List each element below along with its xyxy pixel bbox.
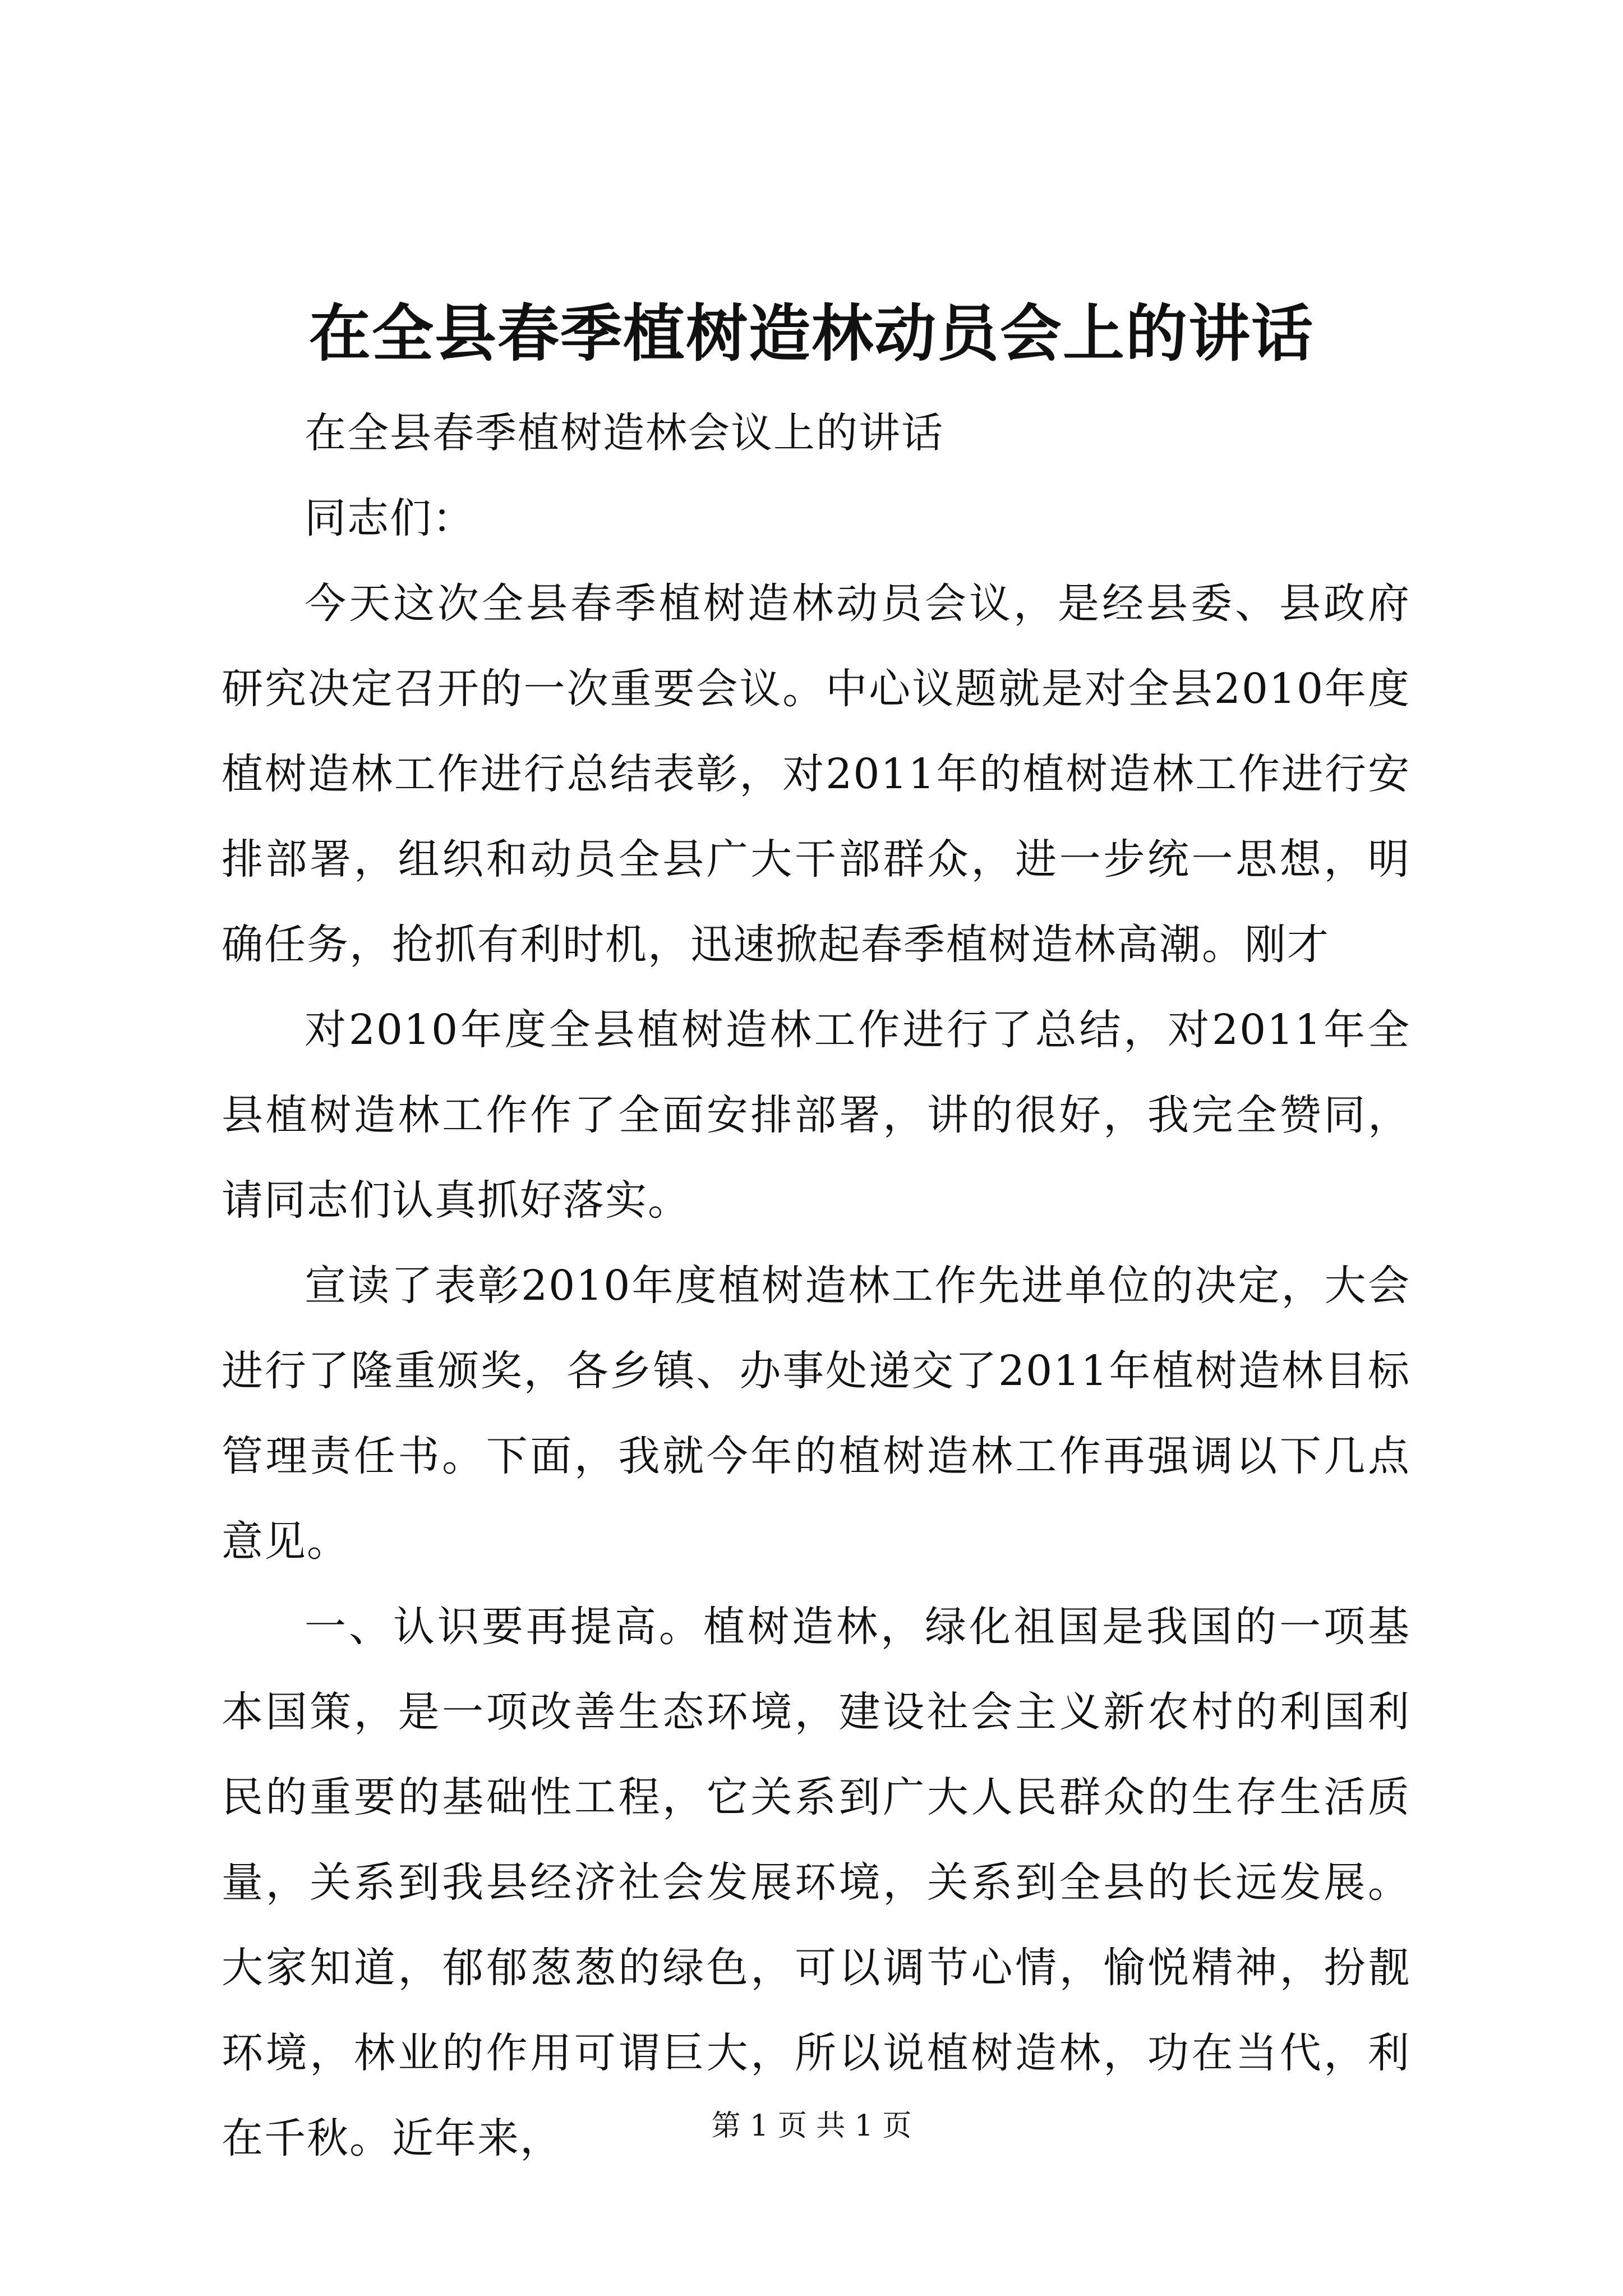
body-paragraph: 宣读了表彰2010年度植树造林工作先进单位的决定，大会进行了隆重颁奖，各乡镇、办事处递交了2011年植树造林目标管理责任书。下面，我就今年的植树造林工作再强调以下几点意见。 xyxy=(222,1262,1410,1566)
body-paragraph: 对2010年度全县植树造林工作进行了总结，对2011年全县植树造林工作作了全面安排部署，讲的很好，我完全赞同，请同志们认真抓好落实。 xyxy=(222,1006,1410,1225)
document-body xyxy=(222,390,1410,2181)
subtitle-paragraph: 在全县春季植树造林会议上的讲话 xyxy=(305,409,944,457)
salutation-paragraph: 同志们： xyxy=(305,494,475,542)
page-footer: 第 1 页 共 1 页 xyxy=(711,2109,912,2143)
body-paragraph: 一、认识要再提高。植树造林，绿化祖国是我国的一项基本国策，是一项改善生态环境，建设社会主义新农村的利国利民的重要的基础性工程，它关系到广大人民群众的生存生活质量，关系到我县经济社会发展环境，关系到全县的长远发展。大家知道，郁郁葱葱的绿色，可以调节心情，愉悦精神，扮靓环境，林业的作用可谓巨大，所以说植树造林，功在当代，利在千秋。近年来， xyxy=(222,1603,1410,2162)
body-paragraph: 今天这次全县春季植树造林动员会议，是经县委、县政府研究决定召开的一次重要会议。中心议题就是对全县2010年度植树造林工作进行总结表彰，对2011年的植树造林工作进行安排部署，组织和动员全县广大干部群众，进一步统一思想，明确任务，抢抓有利时机，迅速掀起春季植树造林高潮。刚才 xyxy=(222,579,1410,969)
document-title: 在全县春季植树造林动员会上的讲话 xyxy=(309,297,1314,370)
